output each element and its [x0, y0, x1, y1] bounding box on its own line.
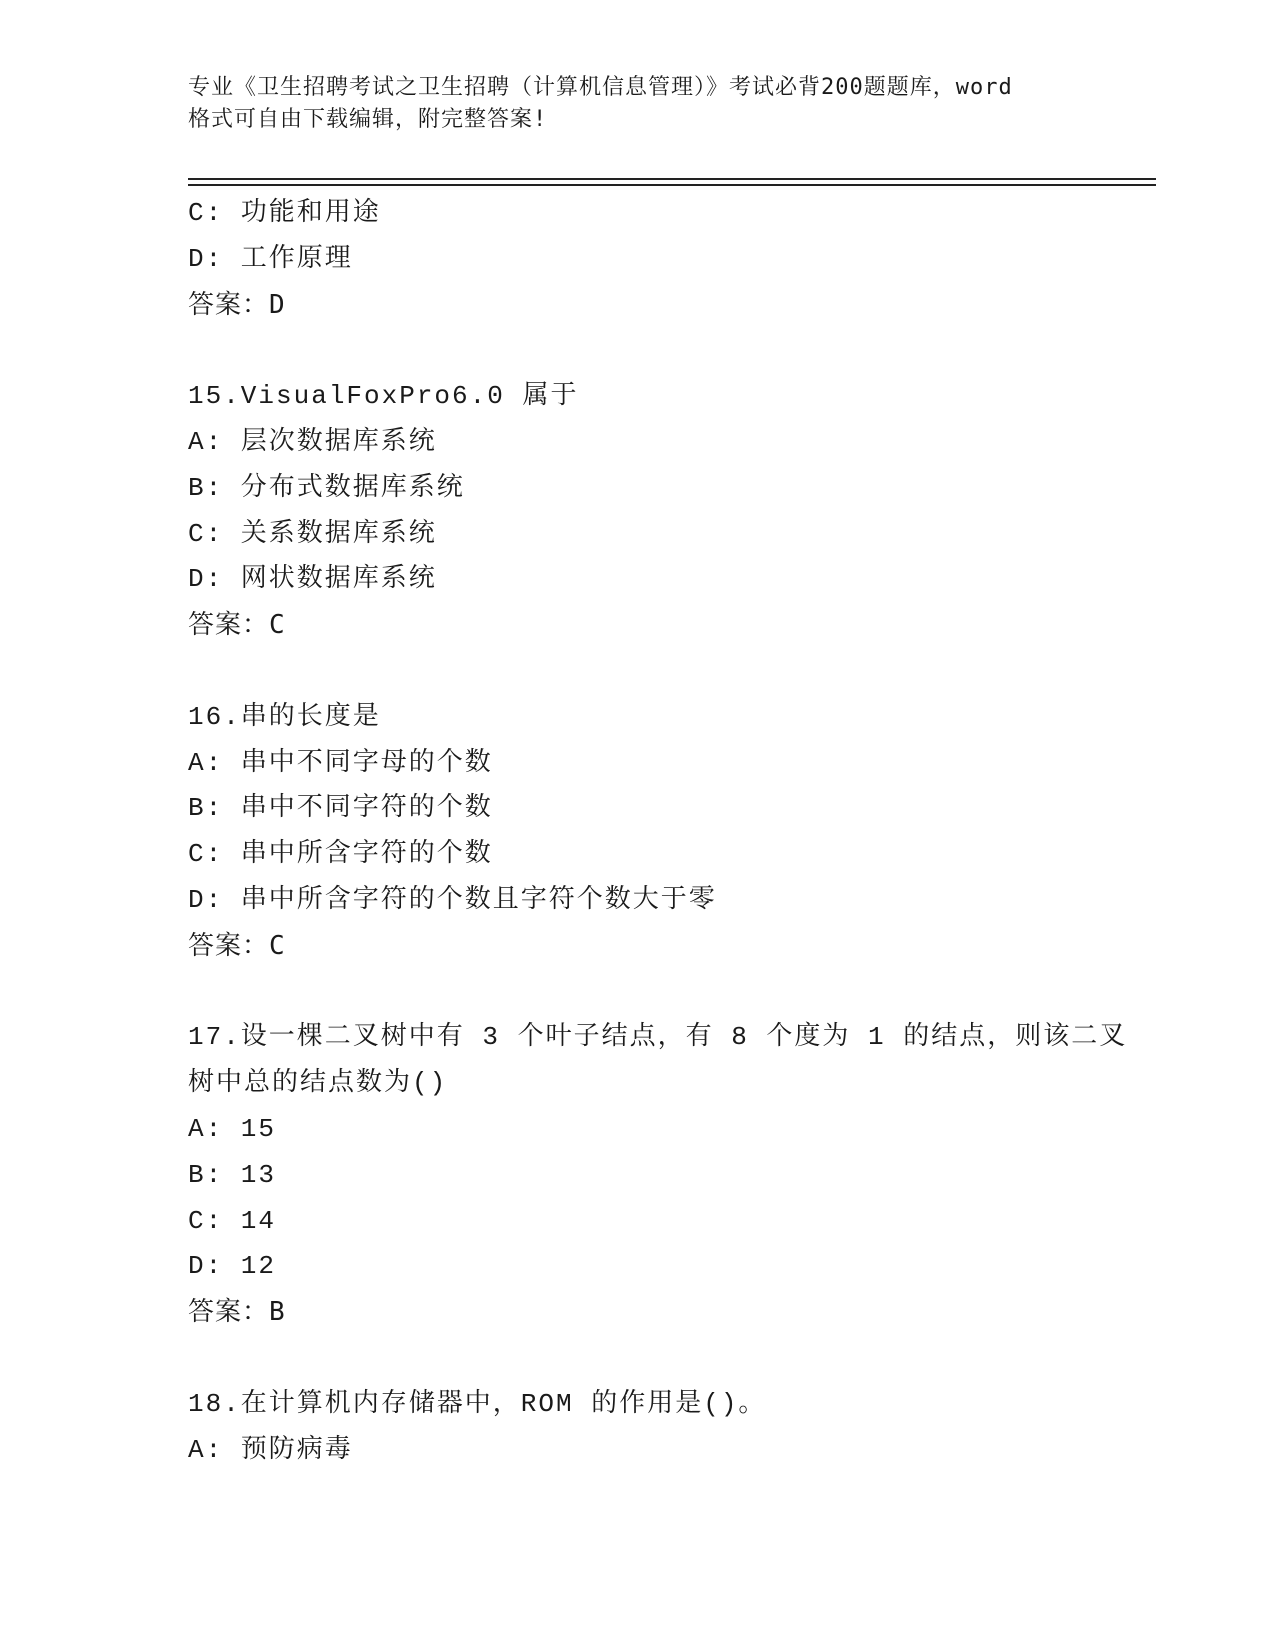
question-text: 15.VisualFoxPro6.0 属于 [188, 381, 579, 412]
spacer [188, 328, 1088, 374]
answer: 答案：B [188, 1297, 286, 1328]
header-title-line-2: 格式可自由下载编辑，附完整答案! [188, 107, 548, 132]
option-b: B: 13 [188, 1159, 277, 1190]
header-divider-bottom [188, 184, 1156, 186]
option-b: B: 分布式数据库系统 [188, 472, 465, 503]
question-text: 16.串的长度是 [188, 701, 381, 732]
header-divider-top [188, 178, 1156, 180]
option-c: C: 14 [188, 1205, 277, 1236]
question-list [188, 191, 1128, 1473]
option-a: A: 15 [188, 1113, 277, 1144]
question-text-line-1: 17.设一棵二叉树中有 3 个叶子结点，有 8 个度为 1 的结点，则该二叉 [188, 1022, 1128, 1053]
answer: 答案：D [188, 289, 286, 320]
answer: 答案：C [188, 610, 286, 641]
option-a: A: 串中不同字母的个数 [188, 747, 493, 778]
option-b: B: 串中不同字符的个数 [188, 793, 493, 824]
question-14-tail [188, 191, 1088, 328]
spacer [188, 1336, 1088, 1382]
document-header [188, 72, 1088, 136]
option-d: D: 工作原理 [188, 243, 353, 274]
spacer [188, 970, 1088, 1016]
spacer [188, 649, 1088, 695]
option-c: C: 功能和用途 [188, 198, 381, 228]
question-text-line-2: 树中总的结点数为() [188, 1068, 448, 1099]
option-d: D: 12 [188, 1251, 277, 1282]
question-text: 18.在计算机内存储器中，ROM 的作用是()。 [188, 1388, 767, 1419]
option-c: C: 串中所含字符的个数 [188, 839, 493, 870]
option-c: C: 关系数据库系统 [188, 518, 437, 549]
answer: 答案：C [188, 930, 286, 961]
option-d: D: 串中所含字符的个数且字符个数大于零 [188, 884, 717, 915]
question-15 [188, 374, 1088, 649]
question-16 [188, 695, 1088, 970]
question-17 [188, 1015, 1128, 1336]
option-d: D: 网状数据库系统 [188, 564, 437, 595]
header-title-line-1: 专业《卫生招聘考试之卫生招聘（计算机信息管理）》考试必背200题题库，word [188, 75, 1013, 100]
option-a: A: 层次数据库系统 [188, 426, 437, 457]
question-18 [188, 1382, 1088, 1474]
option-a: A: 预防病毒 [188, 1434, 353, 1465]
